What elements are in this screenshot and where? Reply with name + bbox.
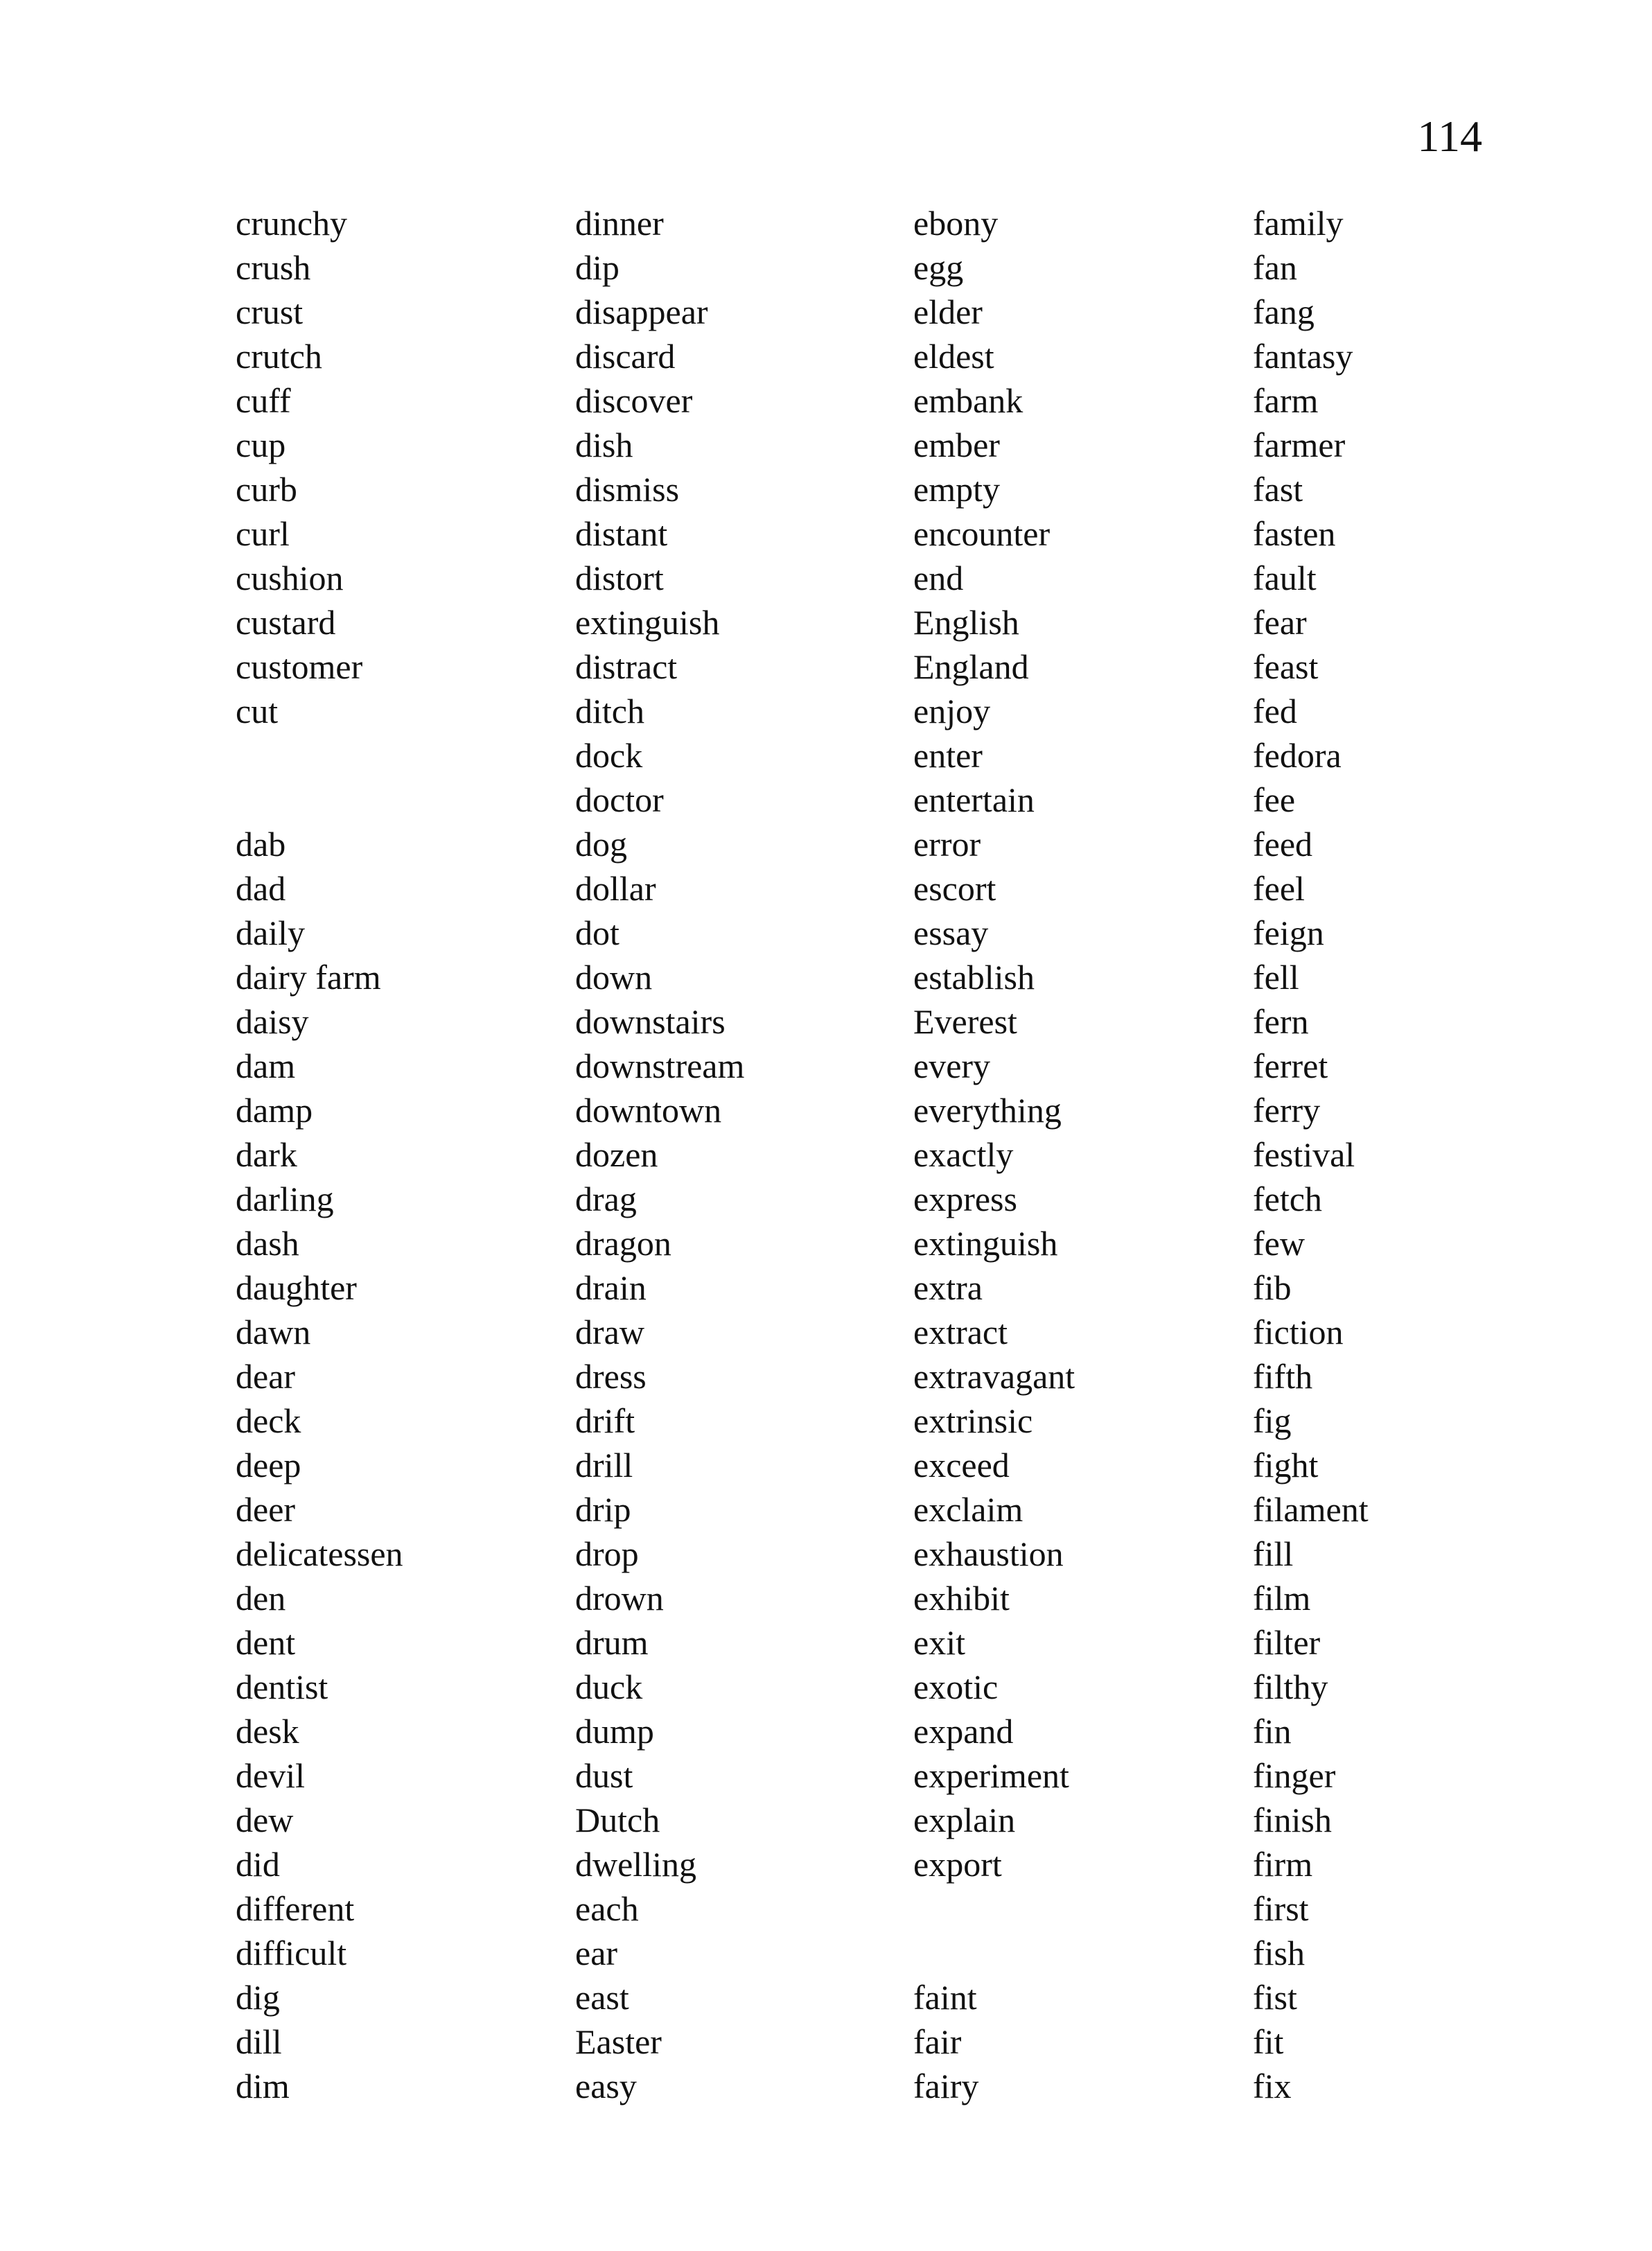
- word-entry: entertain: [913, 780, 1035, 819]
- word-entry: dear: [236, 1357, 296, 1396]
- word-entry: drift: [575, 1401, 635, 1440]
- word-entry: dew: [236, 1801, 294, 1839]
- word-entry: dad: [236, 869, 286, 908]
- word-entry: ember: [913, 426, 1000, 464]
- word-entry: extinguish: [575, 603, 720, 642]
- word-entry: ditch: [575, 692, 644, 730]
- word-entry: fin: [1253, 1712, 1292, 1751]
- word-entry: end: [913, 559, 964, 597]
- word-entry: devil: [236, 1756, 305, 1795]
- word-entry: encounter: [913, 514, 1051, 553]
- word-entry: elder: [913, 292, 983, 331]
- word-entry: Dutch: [575, 1801, 660, 1839]
- word-entry: discard: [575, 337, 676, 376]
- word-entry: fifth: [1253, 1357, 1313, 1396]
- word-entry: customer: [236, 647, 363, 686]
- word-entry: dot: [575, 913, 620, 952]
- word-entry: deer: [236, 1490, 296, 1529]
- word-entry: drown: [575, 1579, 664, 1618]
- word-entry: [236, 778, 568, 822]
- word-entry: distract: [575, 647, 678, 686]
- word-entry: finger: [1253, 1756, 1336, 1795]
- word-entry: exactly: [913, 1135, 1014, 1174]
- word-entry: dab: [236, 825, 286, 864]
- word-entry: fee: [1253, 780, 1296, 819]
- word-entry: essay: [913, 913, 989, 952]
- word-entry: ferret: [1253, 1046, 1328, 1085]
- word-entry: fig: [1253, 1401, 1292, 1440]
- word-entry: festival: [1253, 1135, 1355, 1174]
- word-entry: daily: [236, 913, 305, 952]
- word-entry: deep: [236, 1446, 301, 1484]
- word-entry: cup: [236, 426, 286, 464]
- word-entry: curb: [236, 470, 297, 509]
- word-entry: eldest: [913, 337, 994, 376]
- word-entry: different: [236, 1889, 355, 1928]
- word-entry: duck: [575, 1667, 643, 1706]
- word-entry: enjoy: [913, 692, 991, 730]
- word-entry: export: [913, 1845, 1002, 1884]
- word-entry: egg: [913, 248, 964, 287]
- word-entry: did: [236, 1845, 280, 1884]
- word-entry: dent: [236, 1623, 296, 1662]
- word-entry: cushion: [236, 559, 344, 597]
- word-entry: fast: [1253, 470, 1303, 509]
- word-entry: farmer: [1253, 426, 1346, 464]
- word-entry: extract: [913, 1313, 1008, 1351]
- word-entry: few: [1253, 1224, 1305, 1263]
- word-entry: delicatessen: [236, 1534, 403, 1573]
- word-entry: fear: [1253, 603, 1307, 642]
- word-entry: difficult: [236, 1934, 347, 1972]
- word-entry: escort: [913, 869, 996, 908]
- word-entry: fiction: [1253, 1313, 1344, 1351]
- word-entry: error: [913, 825, 981, 864]
- word-entry: fasten: [1253, 514, 1336, 553]
- word-entry: drill: [575, 1446, 633, 1484]
- word-entry: drip: [575, 1490, 631, 1529]
- word-entry: dump: [575, 1712, 654, 1751]
- word-entry: fill: [1253, 1534, 1294, 1573]
- word-entry: dock: [575, 736, 643, 775]
- word-entry: dawn: [236, 1313, 311, 1351]
- word-entry: dog: [575, 825, 627, 864]
- word-column-3: [913, 201, 1246, 2108]
- word-entry: extrinsic: [913, 1401, 1033, 1440]
- word-entry: fault: [1253, 559, 1317, 597]
- word-entry: fell: [1253, 958, 1299, 997]
- word-entry: exotic: [913, 1667, 999, 1706]
- word-entry: fist: [1253, 1978, 1297, 2017]
- word-entry: dairy farm: [236, 958, 381, 997]
- word-entry: curl: [236, 514, 290, 553]
- word-entry: drop: [575, 1534, 639, 1573]
- word-entry: fantasy: [1253, 337, 1353, 376]
- word-entry: establish: [913, 958, 1035, 997]
- word-entry: dam: [236, 1046, 296, 1085]
- word-entry: exclaim: [913, 1490, 1023, 1529]
- word-entry: drag: [575, 1180, 637, 1218]
- word-entry: [236, 733, 568, 778]
- word-entry: ferry: [1253, 1091, 1321, 1130]
- word-entry: fan: [1253, 248, 1297, 287]
- word-entry: dill: [236, 2022, 282, 2061]
- word-entry: extravagant: [913, 1357, 1075, 1396]
- word-entry: cut: [236, 692, 279, 730]
- word-entry: everything: [913, 1091, 1062, 1130]
- word-entry: crutch: [236, 337, 322, 376]
- word-entry: east: [575, 1978, 629, 2017]
- word-entry: fang: [1253, 292, 1315, 331]
- word-entry: fairy: [913, 2067, 979, 2105]
- word-entry: every: [913, 1046, 991, 1085]
- word-entry: doctor: [575, 780, 664, 819]
- word-entry: drum: [575, 1623, 649, 1662]
- word-entry: feast: [1253, 647, 1319, 686]
- word-entry: extinguish: [913, 1224, 1058, 1263]
- word-entry: exhaustion: [913, 1534, 1064, 1573]
- word-entry: down: [575, 958, 653, 997]
- word-entry: deck: [236, 1401, 301, 1440]
- word-entry: [913, 1931, 1246, 1975]
- word-entry: downstairs: [575, 1002, 726, 1041]
- word-entry: extra: [913, 1268, 983, 1307]
- word-entry: exhibit: [913, 1579, 1010, 1618]
- word-entry: ebony: [913, 204, 999, 243]
- word-entry: feel: [1253, 869, 1305, 908]
- word-entry: daughter: [236, 1268, 357, 1307]
- word-entry: darling: [236, 1180, 334, 1218]
- word-entry: dish: [575, 426, 633, 464]
- word-entry: finish: [1253, 1801, 1332, 1839]
- word-entry: fib: [1253, 1268, 1292, 1307]
- word-entry: fish: [1253, 1934, 1305, 1972]
- word-entry: distant: [575, 514, 668, 553]
- word-entry: dig: [236, 1978, 280, 2017]
- word-entry: Everest: [913, 1002, 1017, 1041]
- word-entry: disappear: [575, 292, 708, 331]
- word-entry: England: [913, 647, 1029, 686]
- word-entry: dismiss: [575, 470, 680, 509]
- word-entry: filthy: [1253, 1667, 1328, 1706]
- word-entry: drain: [575, 1268, 647, 1307]
- word-entry: draw: [575, 1313, 644, 1351]
- word-entry: crunchy: [236, 204, 348, 243]
- word-entry: fern: [1253, 1002, 1309, 1041]
- word-entry: dinner: [575, 204, 664, 243]
- word-entry: firm: [1253, 1845, 1313, 1884]
- word-entry: custard: [236, 603, 336, 642]
- word-entry: fix: [1253, 2067, 1292, 2105]
- word-entry: filament: [1253, 1490, 1369, 1529]
- word-entry: dentist: [236, 1667, 328, 1706]
- word-entry: downstream: [575, 1046, 745, 1085]
- word-entry: express: [913, 1180, 1017, 1218]
- word-entry: embank: [913, 381, 1023, 420]
- word-column-4: [1253, 201, 1585, 2108]
- word-entry: film: [1253, 1579, 1311, 1618]
- word-entry: each: [575, 1889, 639, 1928]
- word-entry: dwelling: [575, 1845, 696, 1884]
- word-entry: fedora: [1253, 736, 1342, 775]
- word-entry: Easter: [575, 2022, 662, 2061]
- word-entry: fetch: [1253, 1180, 1322, 1218]
- word-entry: distort: [575, 559, 664, 597]
- word-column-1: [236, 201, 568, 2108]
- word-entry: downtown: [575, 1091, 722, 1130]
- word-entry: farm: [1253, 381, 1319, 420]
- word-entry: feed: [1253, 825, 1313, 864]
- word-entry: den: [236, 1579, 286, 1618]
- word-entry: daisy: [236, 1002, 309, 1041]
- word-entry: dollar: [575, 869, 656, 908]
- word-entry: ear: [575, 1934, 618, 1972]
- word-entry: easy: [575, 2067, 637, 2105]
- word-entry: crust: [236, 292, 304, 331]
- word-entry: feign: [1253, 913, 1324, 952]
- word-entry: crush: [236, 248, 311, 287]
- word-entry: damp: [236, 1091, 313, 1130]
- page-number: 114: [1417, 112, 1482, 161]
- word-entry: dip: [575, 248, 620, 287]
- word-entry: explain: [913, 1801, 1016, 1839]
- word-entry: dark: [236, 1135, 297, 1174]
- word-entry: English: [913, 603, 1019, 642]
- word-entry: family: [1253, 204, 1344, 243]
- word-entry: fed: [1253, 692, 1297, 730]
- word-entry: faint: [913, 1978, 977, 2017]
- word-entry: enter: [913, 736, 983, 775]
- word-entry: exceed: [913, 1446, 1010, 1484]
- word-entry: exit: [913, 1623, 965, 1662]
- word-column-2: [575, 201, 908, 2108]
- word-entry: discover: [575, 381, 693, 420]
- word-entry: fair: [913, 2022, 962, 2061]
- word-entry: dash: [236, 1224, 299, 1263]
- word-entry: dim: [236, 2067, 290, 2105]
- word-entry: [913, 1886, 1246, 1931]
- word-entry: dress: [575, 1357, 647, 1396]
- word-entry: desk: [236, 1712, 299, 1751]
- word-entry: empty: [913, 470, 1000, 509]
- word-entry: experiment: [913, 1756, 1069, 1795]
- word-entry: fight: [1253, 1446, 1319, 1484]
- word-entry: dust: [575, 1756, 633, 1795]
- word-entry: fit: [1253, 2022, 1284, 2061]
- word-entry: filter: [1253, 1623, 1321, 1662]
- word-entry: dozen: [575, 1135, 658, 1174]
- word-entry: expand: [913, 1712, 1014, 1751]
- word-entry: cuff: [236, 381, 291, 420]
- word-entry: dragon: [575, 1224, 671, 1263]
- word-entry: first: [1253, 1889, 1309, 1928]
